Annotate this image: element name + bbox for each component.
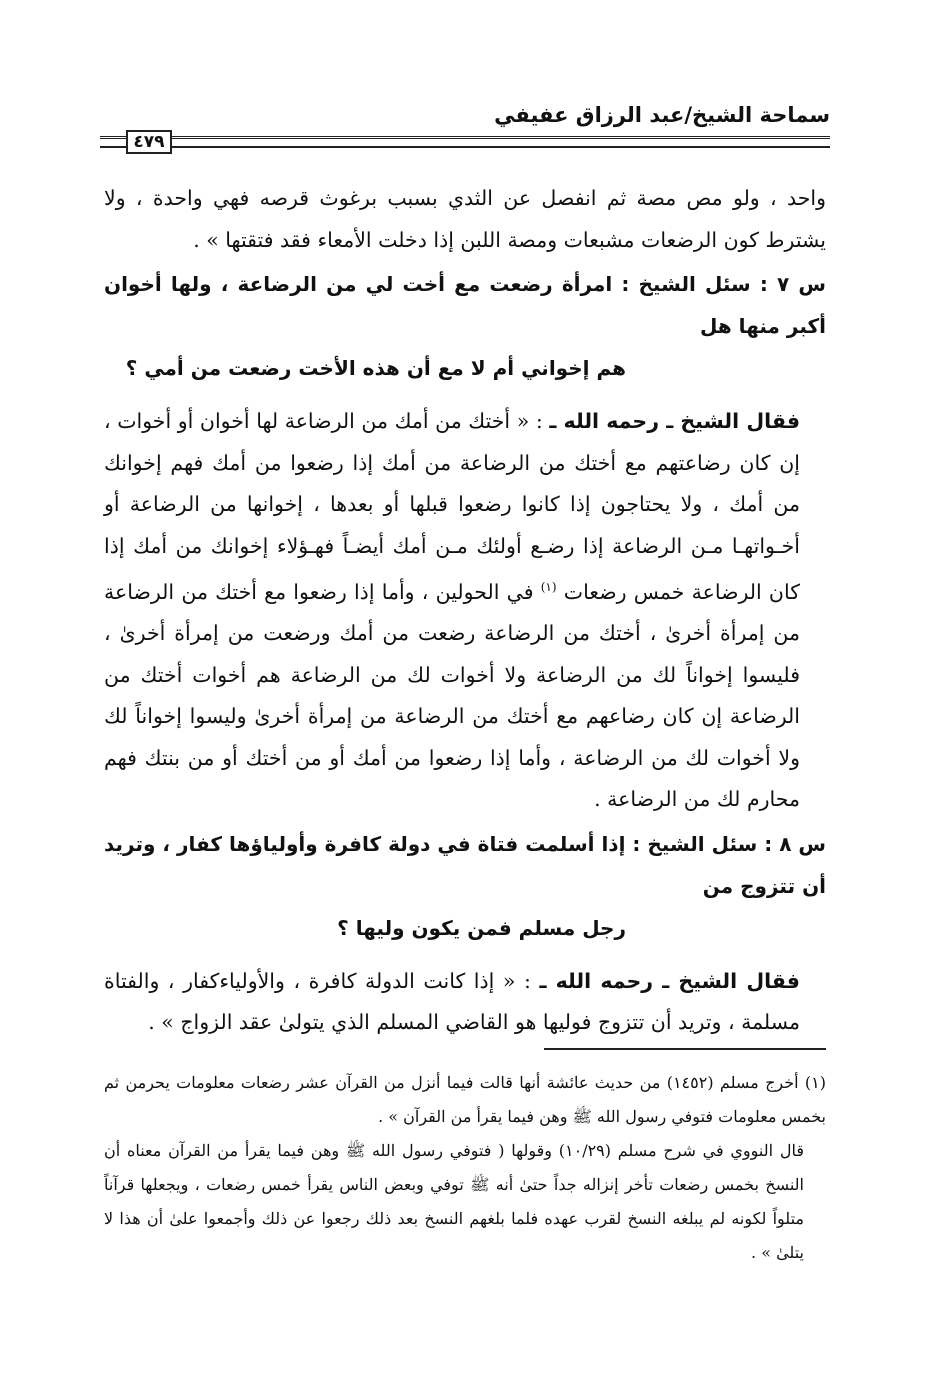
answer-7 [104, 401, 826, 821]
question-8 [104, 823, 826, 949]
footnotes [104, 1066, 826, 1270]
question-7-text: س ٧ : سئل الشيخ : امرأة رضعت مع أخت لي من الرضاعة ، ولها أخوان أكبر منها هل [104, 272, 827, 338]
footnote-1-commentary: قال النووي في شرح مسلم (١٠/٢٩) وقولها ( فتوفي رسول الله ﷺ وهن فيما يقرأ من القرآن معناه أن النسخ بخمس رضعات تأخر إنزاله جداً حتىٰ أنه ﷺ توفي وبعض الناس يقرأ خمس رضعات ، ويجعلها قرآناً متلواً لكونه لم يبلغه النسخ لقرب عهده فلما بلغهم النسخ بعد ذلك رجعوا عن ذلك وأجمعوا علىٰ أن هذا لا يتلىٰ » . [104, 1141, 805, 1262]
answer-7-text-1: : « أختك من أمك من الرضاعة لها أخوان أو أخوات ، إن كان رضاعتهم مع أختك من الرضاعة من أمك إذا رضعوا من أمك فهم إخوانك من أمك ، ولا يحتاجون إذا كانوا رضعوا قبلها أو بعدها ، إخوانها من الرضاعة أو أخـواتهـا مـن الرضاعة إذا رضـع أولئك مـن أمك أيضـاً فهـؤلاء إخوانك من أمك إذا كان الرضاعة خمس رضعات [104, 409, 800, 604]
footnote-marker: (١) [540, 580, 557, 594]
page-header [100, 100, 830, 156]
footnote-1: (١) أخرج مسلم (١٤٥٢) من حديث عائشة أنها قالت فيما أنزل من القرآن عشر رضعات معلومات يحرمن ثم بخمس معلومات فتوفي رسول الله ﷺ وهن فيما يقرأ من القرآن » . [104, 1073, 826, 1126]
running-title: سماحة الشيخ/عبد الرزاق عفيفي [494, 103, 830, 127]
question-7 [104, 263, 826, 389]
answer-7-text-2: في الحولين ، وأما إذا رضعوا مع أختك من الرضاعة من إمرأة أخرىٰ ، أختك من الرضاعة رضعت من أمك ورضعت من إمرأة أخرىٰ ، فليسوا إخواناً لك من الرضاعة ولا أخوات لك من الرضاعة هم أخوات أختك من الرضاعة إن كان رضاعهم مع أختك من الرضاعة من إمرأة أخرىٰ وليسوا إخواناً لك ولا أخوات لك من الرضاعة ، وأما إذا رضعوا من أمك أو من أختك أو من بنتك فهم محارم لك من الرضاعة . [104, 579, 800, 812]
question-7-continuation: هم إخواني أم لا مع أن هذه الأخت رضعت من أمي ؟ [125, 356, 626, 380]
header-rule [172, 136, 830, 148]
page-number: ٤٧٩ [126, 130, 172, 154]
question-8-text: س ٨ : سئل الشيخ : إذا أسلمت فتاة في دولة كافرة وأولياؤها كفار ، وتريد أن تتزوج من [103, 831, 826, 898]
header-rule-end [100, 136, 126, 148]
answer-8 [104, 961, 826, 1044]
answer-8-text: : « إذا كانت الدولة كافرة ، والأولياءكفار ، والفتاة مسلمة ، وتريد أن تتزوج فوليها هو القاضي المسلم الذي يتولىٰ عقد الزواج » . [104, 968, 800, 1035]
footnote-divider [544, 1048, 826, 1050]
answer-8-lead: فقال الشيخ ـ رحمه الله ـ [539, 968, 800, 993]
question-8-continuation: رجل مسلم فمن يكون وليها ؟ [337, 915, 626, 940]
answer-7-lead: فقال الشيخ ـ رحمه الله ـ [549, 409, 800, 433]
paragraph-continuation: واحد ، ولو مص مصة ثم انفصل عن الثدي بسبب برغوث قرصه فهي واحدة ، ولا يشترط كون الرضعات مشبعات ومصة اللبن إذا دخلت الأمعاء فقد فتقتها » . [104, 186, 826, 252]
main-text [104, 178, 826, 1044]
